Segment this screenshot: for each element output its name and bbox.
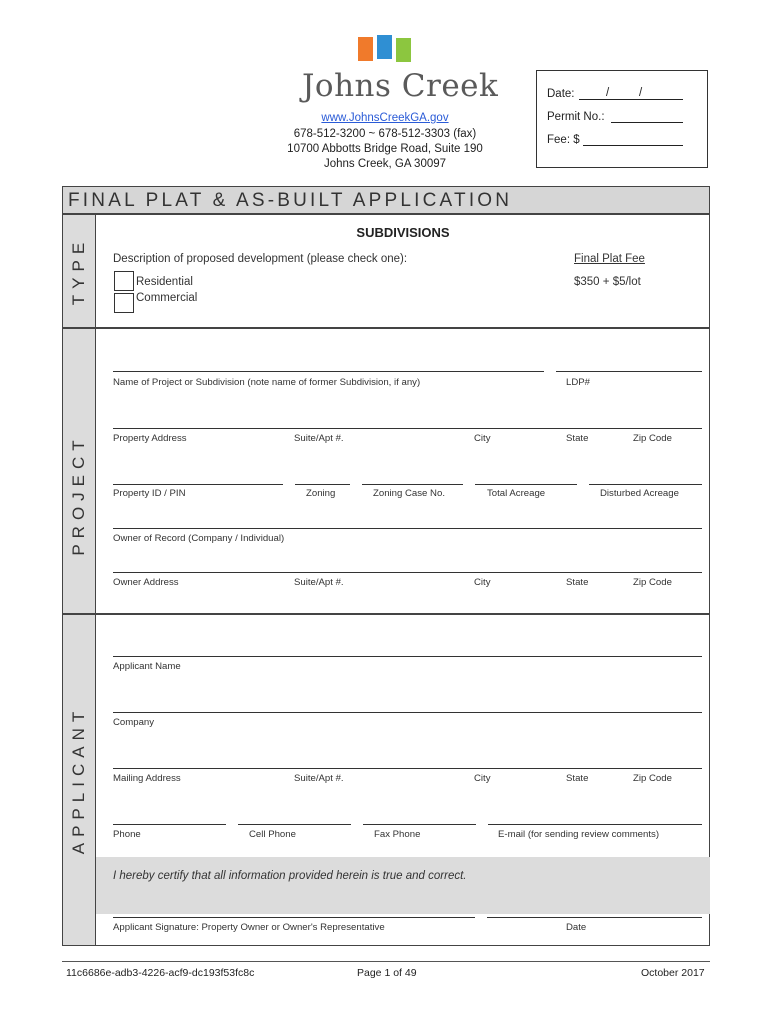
owner-zip-label: Zip Code (633, 577, 672, 588)
mailing-address-label: Mailing Address (113, 773, 181, 784)
property-id-label: Property ID / PIN (113, 488, 186, 499)
page-title: FINAL PLAT & AS-BUILT APPLICATION (68, 190, 513, 211)
ldp-field[interactable] (556, 371, 702, 372)
phone-label: Phone (113, 829, 141, 840)
applicant-side-label: APPLICANT (69, 705, 88, 855)
signature-label: Applicant Signature: Property Owner or Owner's Representative (113, 922, 385, 933)
type-side-label: TYPE (69, 236, 88, 306)
property-state-label: State (566, 433, 589, 444)
mailing-zip-label: Zip Code (633, 773, 672, 784)
website-link[interactable]: www.JohnsCreekGA.gov (321, 112, 449, 124)
ldp-label: LDP# (566, 377, 590, 388)
owner-address-label: Owner Address (113, 577, 179, 588)
subdivisions-heading: SUBDIVISIONS (356, 225, 450, 240)
zoning-case-field[interactable] (362, 484, 463, 485)
residential-label: Residential (136, 276, 193, 288)
cell-phone-field[interactable] (238, 824, 351, 825)
footer-doc-id: 11c6686e-adb3-4226-acf9-dc193f53fc8c (66, 967, 255, 979)
project-name-field[interactable] (113, 371, 544, 372)
fax-phone-label: Fax Phone (374, 829, 421, 840)
phone-fax: 678-512-3200 ~ 678-512-3303 (fax) (293, 128, 477, 140)
development-description: Description of proposed development (please check one): (113, 253, 408, 265)
email-field[interactable] (488, 824, 702, 825)
total-acreage-label: Total Acreage (487, 488, 546, 499)
company-label: Company (113, 717, 155, 728)
phone-field[interactable] (113, 824, 226, 825)
date-field[interactable] (579, 99, 683, 100)
owner-field[interactable] (113, 528, 702, 529)
logo-flag-orange (358, 37, 373, 61)
owner-city-label: City (474, 577, 491, 588)
logo-flag-green (396, 38, 411, 62)
project-side-label: PROJECT (69, 434, 88, 556)
zoning-label: Zoning (306, 488, 336, 499)
owner-label: Owner of Record (Company / Individual) (113, 533, 285, 544)
total-acreage-field[interactable] (475, 484, 577, 485)
property-suite-label: Suite/Apt #. (294, 433, 344, 444)
applicant-name-label: Applicant Name (113, 661, 181, 672)
cell-phone-label: Cell Phone (249, 829, 296, 840)
company-field[interactable] (113, 712, 702, 713)
residential-checkbox[interactable] (114, 271, 134, 291)
signature-date-label: Date (566, 922, 587, 933)
zoning-case-label: Zoning Case No. (373, 488, 445, 499)
email-label: E-mail (for sending review comments) (498, 829, 660, 840)
mailing-state-label: State (566, 773, 589, 784)
signature-field[interactable] (113, 917, 475, 918)
commercial-checkbox[interactable] (114, 293, 134, 313)
property-address-label: Property Address (113, 433, 187, 444)
date-label: Date: (547, 88, 575, 100)
fee-label: Fee: $ (547, 134, 580, 146)
brand-name: Johns Creek (302, 68, 499, 104)
property-city-label: City (474, 433, 491, 444)
date-separator-2: / (639, 87, 643, 99)
signature-date-field[interactable] (487, 917, 702, 918)
fee-value: $350 + $5/lot (574, 276, 641, 288)
footer-page-number: Page 1 of 49 (357, 967, 417, 979)
certification-band (96, 857, 710, 914)
zoning-field[interactable] (295, 484, 350, 485)
commercial-label: Commercial (136, 292, 198, 304)
disturbed-acreage-field[interactable] (589, 484, 702, 485)
disturbed-acreage-label: Disturbed Acreage (600, 488, 679, 499)
footer-date: October 2017 (641, 967, 705, 979)
mailing-suite-label: Suite/Apt #. (294, 773, 344, 784)
applicant-name-field[interactable] (113, 656, 702, 657)
footer-divider (62, 961, 710, 962)
permit-label: Permit No.: (547, 111, 605, 123)
fax-phone-field[interactable] (363, 824, 476, 825)
address-line-1: 10700 Abbotts Bridge Road, Suite 190 (287, 143, 483, 155)
property-id-field[interactable] (113, 484, 283, 485)
fee-heading: Final Plat Fee (574, 253, 645, 265)
owner-address-field[interactable] (113, 572, 702, 573)
owner-state-label: State (566, 577, 589, 588)
mailing-city-label: City (474, 773, 491, 784)
property-address-field[interactable] (113, 428, 702, 429)
date-separator-1: / (606, 87, 610, 99)
owner-suite-label: Suite/Apt #. (294, 577, 344, 588)
mailing-address-field[interactable] (113, 768, 702, 769)
property-zip-label: Zip Code (633, 433, 672, 444)
project-name-label: Name of Project or Subdivision (note name of former Subdivision, if any) (113, 377, 421, 388)
logo-flag-blue (377, 35, 392, 59)
permit-field[interactable] (611, 122, 683, 123)
office-use-box (536, 70, 708, 168)
fee-field[interactable] (583, 145, 683, 146)
certification-text: I hereby certify that all information provided herein is true and correct. (113, 870, 467, 882)
address-line-2: Johns Creek, GA 30097 (323, 158, 447, 170)
